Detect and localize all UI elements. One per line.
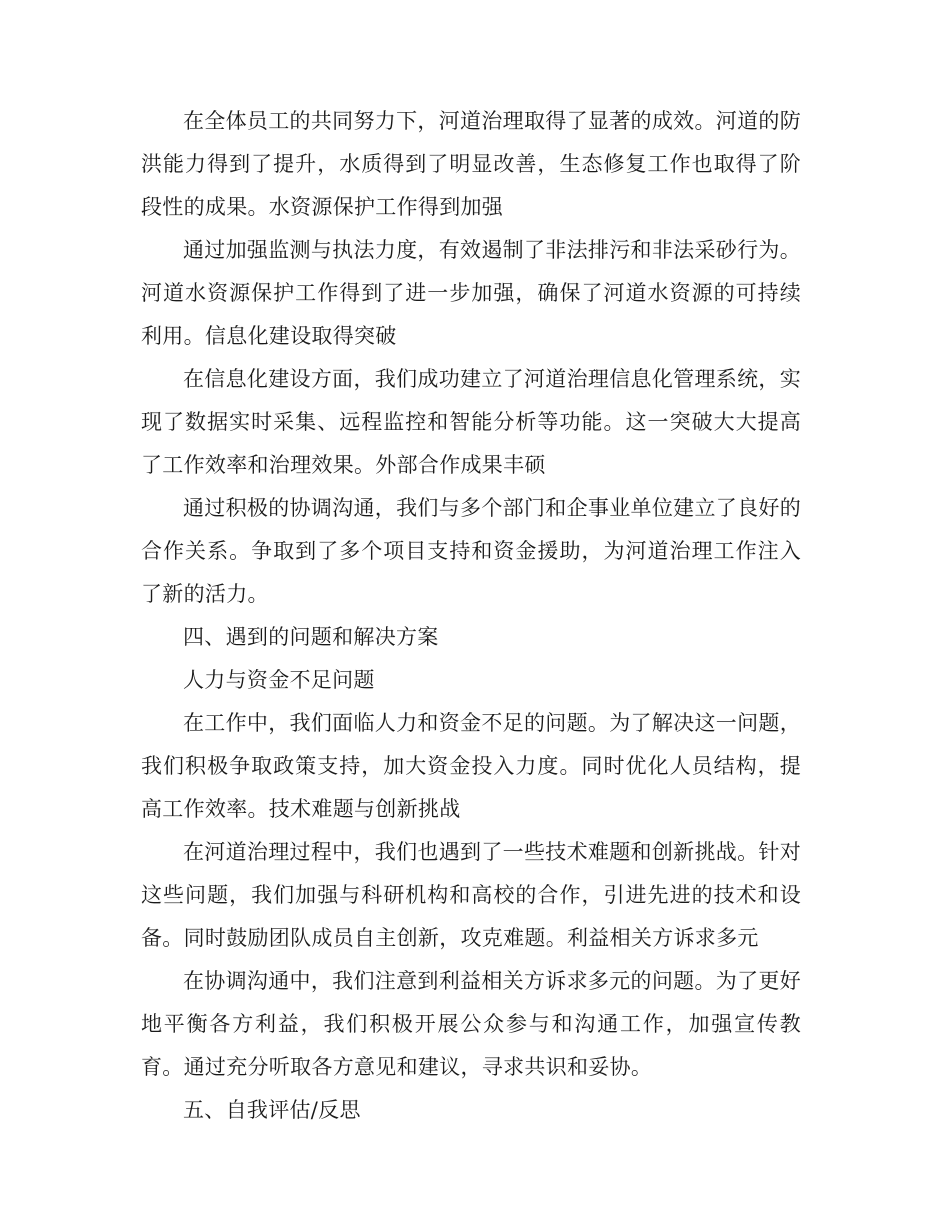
- paragraph-technical-challenges: 在河道治理过程中，我们也遇到了一些技术难题和创新挑战。针对这些问题，我们加强与科研机构和高校的合作，引进先进的技术和设备。同时鼓励团队成员自主创新，攻克难题。利益相关方诉求多元: [141, 840, 801, 950]
- paragraph-water-protection: 通过加强监测与执法力度，有效遏制了非法排污和非法采砂行为。河道水资源保护工作得到了进一步加强，确保了河道水资源的可持续利用。信息化建设取得突破: [141, 238, 801, 348]
- document-body: [141, 100, 801, 1132]
- paragraph-informatization: 在信息化建设方面，我们成功建立了河道治理信息化管理系统，实现了数据实时采集、远程监控和智能分析等功能。这一突破大大提高了工作效率和治理效果。外部合作成果丰硕: [141, 367, 801, 477]
- paragraph-cooperation: 通过积极的协调沟通，我们与多个部门和企事业单位建立了良好的合作关系。争取到了多个项目支持和资金援助，为河道治理工作注入了新的活力。: [141, 496, 801, 606]
- paragraph-stakeholders: 在协调沟通中，我们注意到利益相关方诉求多元的问题。为了更好地平衡各方利益，我们积极开展公众参与和沟通工作，加强宣传教育。通过充分听取各方意见和建议，寻求共识和妥协。: [141, 969, 801, 1079]
- paragraph-results: 在全体员工的共同努力下，河道治理取得了显著的成效。河道的防洪能力得到了提升，水质得到了明显改善，生态修复工作也取得了阶段性的成果。水资源保护工作得到加强: [141, 109, 801, 219]
- section-heading-problems: 四、遇到的问题和解决方案: [183, 625, 439, 649]
- section-heading-self-assessment: 五、自我评估/反思: [183, 1098, 361, 1122]
- paragraph-manpower-funding: 在工作中，我们面临人力和资金不足的问题。为了解决这一问题，我们积极争取政策支持，加大资金投入力度。同时优化人员结构，提高工作效率。技术难题与创新挑战: [141, 711, 801, 821]
- subheading-manpower-funding: 人力与资金不足问题: [183, 668, 375, 692]
